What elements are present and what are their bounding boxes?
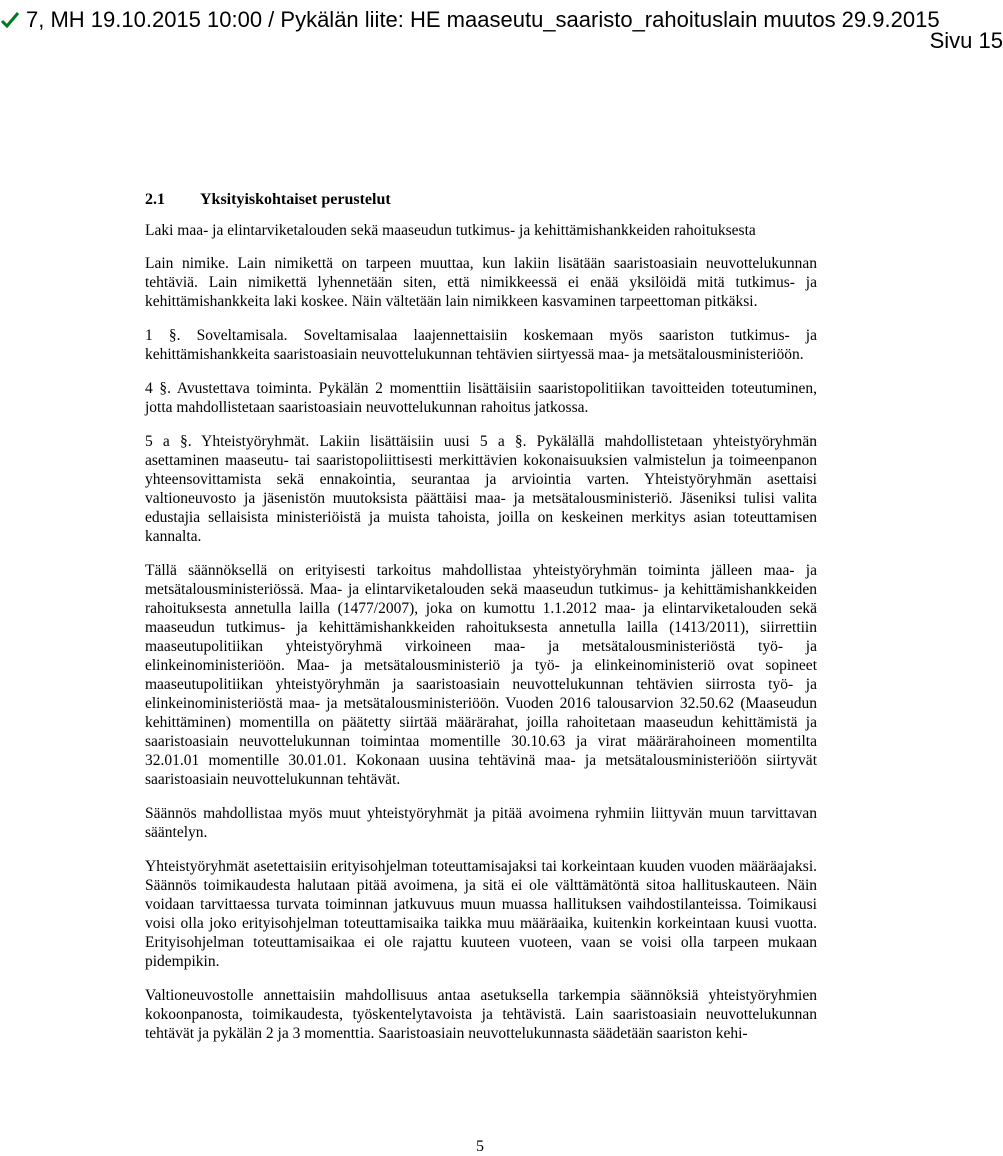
paragraph-tarkoitus: Tällä säännöksellä on erityisesti tarkoitus mahdollistaa yhteistyöryhmän toiminta jälleen maa- ja metsätalousministeriössä. Maa- ja elintarviketalouden sekä maaseudun tutkimus- ja kehittämishankkeiden rahoituksesta annetulla lailla (1477/2007), joka on kumottu 1.1.2012 maa- ja elintarviketalouden sekä maaseudun tutkimus- ja kehittämishankkeiden rahoituksesta annetulla lailla (1413/2011), siirrettiin maaseutupolitiikan yhteistyöryhmä virkoineen maa- ja metsätalousministeriöstä työ- ja elinkeinoministeriöön. Maa- ja metsätalousministeriö ja työ- ja elinkeinoministeriö ovat sopineet maaseutupolitiikan yhteistyöryhmän ja saaristoasiain neuvottelukunnan tehtävien siirrosta työ- ja elinkeinoministeriöstä maa- ja metsätalousministeriöön. Vuoden 2016 talousarvion 32.50.62 (Maaseudun kehittäminen) momentilla on päätetty siirtää määrärahat, joilla rahoitetaan maaseudun kehittämistä ja saaristoasiain neuvottelukunnan toimintaa momentille 30.10.63 ja virat määrärahoineen momentilta 32.01.01 momentille 30.01.01. Kokonaan uusina tehtävinä maa- ja metsätalousministeriöön siirtyvät saaristoasiain neuvottelukunnan tehtävät.: [145, 562, 817, 788]
document-body: [145, 190, 817, 1058]
paragraph-4-avustettava-toiminta: 4 §. Avustettava toiminta. Pykälän 2 momenttiin lisättäisiin saaristopolitiikan tavoitteiden toteutuminen, jotta mahdollistetaan saaristoasiain neuvottelukunnan rahoitus jatkossa.: [145, 380, 817, 416]
page-number: 5: [476, 1138, 484, 1155]
paragraph-1-soveltamisala: 1 §. Soveltamisala. Soveltamisalaa laajennettaisiin koskemaan myös saariston tutkimus- ja kehittämishankkeita saaristoasiain neuvottelukunnan tehtävien siirtyessä maa- ja metsätalousministeriöön.: [145, 327, 817, 363]
section-title: Yksityiskohtaiset perustelut: [200, 191, 391, 208]
header-page-label: Sivu 15: [929, 28, 1003, 53]
checkmark-icon: [0, 6, 20, 34]
section-number: 2.1: [145, 191, 165, 208]
paragraph-lain-nimike: Lain nimike. Lain nimikettä on tarpeen muuttaa, kun lakiin lisätään saaristoasiain neuvottelukunnan tehtäviä. Lain nimikettä lyhennetään siten, että nimikkeessä ei enää yksilöidä mitä tutkimus- ja kehittämishankkeita laki koskee. Näin vältetään lain nimikkeen kasvaminen tarpeettoman pitkäksi.: [145, 255, 817, 310]
header-text: 7, MH 19.10.2015 10:00 / Pykälän liite: HE maaseutu_saaristo_rahoituslain muutos 29.9.2015: [26, 7, 940, 32]
paragraph-5a-yhteistyoryhmat: 5 a §. Yhteistyöryhmät. Lakiin lisättäisiin uusi 5 a §. Pykälällä mahdollistetaan yhteistyöryhmän asettaminen maaseutu- tai saaristopoliittisesti merkittävien kokonaisuuksien valmistelun ja toimeenpanon yhteensovittamista sekä ennakointia, seurantaa ja arviointia varten. Yhteistyöryhmän asettaisi valtioneuvosto ja jäsenistön muutoksista päättäisi maa- ja metsätalousministeriö. Jäseniksi tulisi valita edustajia sellaisista ministeriöistä ja muista tahoista, joilla on keskeinen merkitys asian toteuttamisen kannalta.: [145, 433, 817, 545]
paragraph-toimikausi: Yhteistyöryhmät asetettaisiin erityisohjelman toteuttamisajaksi tai korkeintaan kuuden vuoden määräajaksi. Säännös toimikaudesta halutaan pitää avoimena, ja sitä ei ole välttämätöntä sitoa hallituskauteen. Näin voidaan tarvittaessa turvata toiminnan jatkuvuus muun muassa hallituksen vaihdostilanteissa. Toimikausi voisi olla joko erityisohjelman toteuttamisaika taikka muu määräaika, kuitenkin korkeintaan kuusi vuotta. Erityisohjelman toteuttamisaikaa ei ole rajattu kuuteen vuoteen, vaan se voisi olla tarpeen mukaan pidempikin.: [145, 858, 817, 970]
section-heading: [145, 190, 817, 209]
law-title: Laki maa- ja elintarviketalouden sekä maaseudun tutkimus- ja kehittämishankkeiden rahoituksesta: [145, 222, 756, 239]
paragraph-asetus: Valtioneuvostolle annettaisiin mahdollisuus antaa asetuksella tarkempia säännöksiä yhteistyöryhmien kokoonpanosta, toimikaudesta, työskentelytavoista ja tehtävistä. Lain saaristoasiain neuvottelukunnan tehtävät ja pykälän 2 ja 3 momenttia. Saaristoasiain neuvottelukunnasta säädetään saariston kehi-: [145, 987, 817, 1042]
page-header: [0, 6, 1003, 53]
paragraph-muut-ryhmat: Säännös mahdollistaa myös muut yhteistyöryhmät ja pitää avoimena ryhmiin liittyvän muun tarvittavan sääntelyn.: [145, 805, 817, 841]
